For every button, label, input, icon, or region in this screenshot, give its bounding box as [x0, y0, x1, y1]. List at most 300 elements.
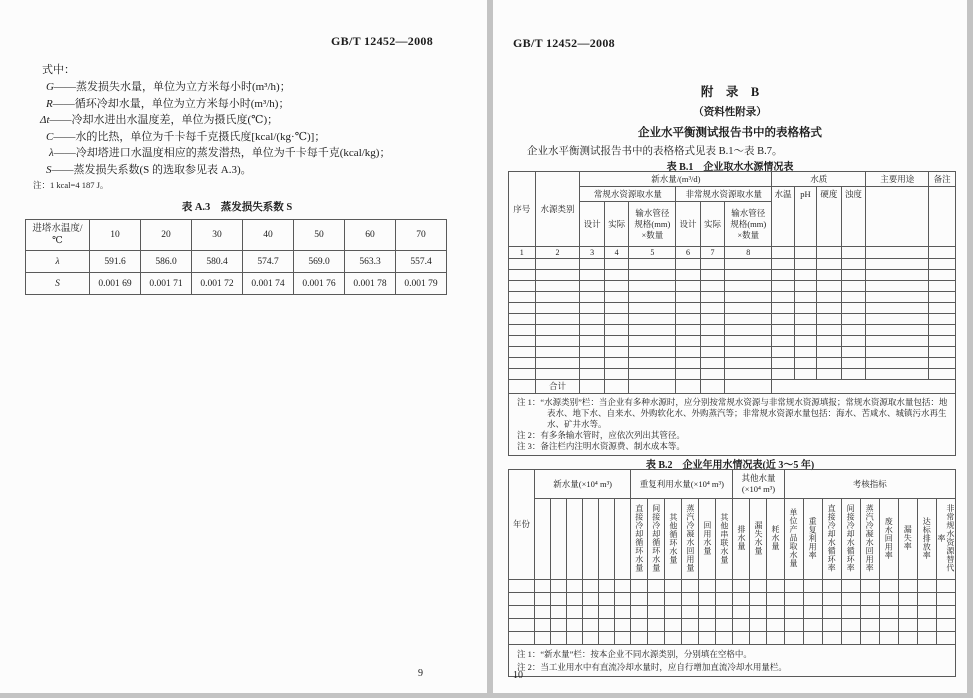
empty-cell [879, 632, 898, 645]
empty-cell [725, 380, 772, 394]
empty-cell [841, 580, 860, 593]
b1-notes [509, 394, 956, 456]
empty-cell [604, 292, 628, 303]
empty-cell [676, 336, 700, 347]
empty-cell [860, 593, 879, 606]
empty-cell [794, 247, 816, 259]
empty-cell [866, 187, 929, 247]
empty-cell [583, 632, 599, 645]
empty-cell [794, 369, 816, 380]
empty-data-row [509, 358, 956, 369]
empty-cell [615, 580, 631, 593]
empty-cell [817, 314, 841, 325]
empty-cell [841, 632, 860, 645]
empty-merged-cell [772, 380, 956, 394]
empty-cell [509, 303, 536, 314]
empty-cell [929, 303, 956, 314]
col-header-main-use: 主要用途 [866, 172, 929, 187]
temp-header: 10 [90, 220, 141, 251]
pipe-spec-line: 规格(mm) [634, 218, 671, 229]
empty-cell [767, 580, 784, 593]
empty-data-row [509, 619, 956, 632]
empty-cell [817, 369, 841, 380]
empty-cell [535, 369, 580, 380]
empty-cell [750, 619, 767, 632]
empty-data-row [509, 292, 956, 303]
empty-cell [822, 580, 841, 593]
empty-cell [551, 619, 567, 632]
corner-header-cell [26, 220, 90, 251]
empty-cell [535, 358, 580, 369]
b2-header-row-1 [509, 470, 956, 499]
empty-cell [817, 336, 841, 347]
empty-data-row [509, 270, 956, 281]
empty-cell [917, 580, 936, 593]
group-header-new-water: 新水量(×10⁴ m³) [535, 470, 631, 499]
empty-cell [860, 632, 879, 645]
empty-cell [509, 380, 536, 394]
empty-cell [929, 281, 956, 292]
empty-cell [866, 292, 929, 303]
table-b2-annual-water-use [508, 469, 956, 677]
empty-cell [803, 632, 822, 645]
empty-cell [784, 593, 803, 606]
empty-cell [629, 358, 676, 369]
empty-cell [866, 303, 929, 314]
col-header-pipe-spec [725, 202, 772, 247]
empty-cell [917, 593, 936, 606]
empty-cell [599, 580, 615, 593]
empty-cell [629, 336, 676, 347]
pipe-spec-line: 输水管径 [731, 207, 766, 218]
empty-cell [794, 347, 816, 358]
appendix-title: 附 录 B [700, 85, 760, 99]
empty-cell [631, 580, 648, 593]
definition-line [25, 79, 449, 96]
empty-cell [929, 336, 956, 347]
vertical-header-text: 废水回用率 [884, 516, 894, 560]
empty-cell [725, 259, 772, 270]
empty-cell [682, 632, 699, 645]
empty-cell [665, 580, 682, 593]
empty-cell [665, 593, 682, 606]
vertical-header-text: 其他循环水量 [668, 512, 678, 564]
empty-cell [599, 593, 615, 606]
empty-cell [629, 259, 676, 270]
empty-cell [629, 292, 676, 303]
empty-cell [676, 358, 700, 369]
empty-cell [767, 606, 784, 619]
empty-cell [535, 325, 580, 336]
empty-cell [604, 347, 628, 358]
group-header-new-water: 新水量/(m³/d) [580, 172, 772, 187]
empty-cell [676, 259, 700, 270]
empty-cell [841, 270, 866, 281]
empty-cell [535, 292, 580, 303]
empty-cell [841, 336, 866, 347]
empty-cell [567, 580, 583, 593]
vertical-header [784, 499, 803, 580]
page-number-right: 10 [513, 670, 523, 681]
other-water-line2: (×10⁴ m³) [741, 484, 776, 494]
pipe-spec-line: 规格(mm) [730, 218, 767, 229]
empty-cell [772, 303, 794, 314]
empty-cell [535, 632, 551, 645]
empty-source-col [535, 499, 551, 580]
empty-cell [509, 292, 536, 303]
empty-cell [936, 606, 955, 619]
empty-cell [725, 369, 772, 380]
empty-cell [699, 606, 716, 619]
empty-cell [535, 619, 551, 632]
empty-cell [794, 358, 816, 369]
definition-text: ——冷却水进出水温度差，单位为摄氏度(℃)； [49, 114, 279, 126]
empty-cell [866, 325, 929, 336]
empty-cell [648, 619, 665, 632]
appendix-heading: 企业水平衡测试报告书中的表格格式 [638, 127, 822, 139]
empty-cell [733, 632, 750, 645]
empty-cell [879, 619, 898, 632]
standard-number-header: GB/T 12452—2008 [331, 34, 433, 48]
col-header-actual: 实际 [604, 202, 628, 247]
empty-cell [509, 632, 535, 645]
b2-notes [509, 645, 956, 677]
empty-cell [898, 619, 917, 632]
empty-cell [509, 281, 536, 292]
col-header-year: 年份 [509, 470, 535, 580]
col-number: 4 [604, 247, 628, 259]
empty-source-col [583, 499, 599, 580]
empty-cell [841, 292, 866, 303]
empty-data-row [509, 259, 956, 270]
empty-cell [580, 314, 604, 325]
empty-cell [509, 580, 535, 593]
empty-cell [700, 325, 724, 336]
empty-cell [676, 380, 700, 394]
empty-cell [866, 347, 929, 358]
empty-cell [567, 593, 583, 606]
vertical-header-text: 直接冷却水循环率 [827, 504, 837, 572]
empty-cell [615, 606, 631, 619]
lambda-label: λ [26, 251, 90, 273]
empty-cell [676, 303, 700, 314]
appendix-subtitle: （资料性附录） [693, 107, 767, 118]
empty-cell [898, 606, 917, 619]
empty-cell [580, 281, 604, 292]
empty-cell [929, 292, 956, 303]
empty-cell [817, 281, 841, 292]
vertical-header [699, 499, 716, 580]
empty-source-col [615, 499, 631, 580]
empty-cell [648, 580, 665, 593]
empty-cell [535, 336, 580, 347]
empty-cell [535, 347, 580, 358]
empty-cell [733, 606, 750, 619]
empty-cell [700, 259, 724, 270]
empty-cell [817, 347, 841, 358]
empty-cell [509, 259, 536, 270]
empty-cell [682, 606, 699, 619]
lambda-value: 586.0 [141, 251, 192, 273]
formula-intro: 式中： [42, 64, 75, 76]
empty-cell [665, 606, 682, 619]
empty-cell [551, 632, 567, 645]
empty-cell [676, 292, 700, 303]
empty-cell [841, 593, 860, 606]
empty-cell [535, 259, 580, 270]
empty-cell [750, 593, 767, 606]
table-b2-title: 表 B.2 企业年用水情况表(近 3～5 年) [645, 460, 815, 471]
empty-cell [509, 314, 536, 325]
empty-cell [822, 619, 841, 632]
empty-cell [580, 325, 604, 336]
right-page [493, 0, 967, 693]
symbol-R: R [46, 97, 53, 110]
empty-cell [599, 619, 615, 632]
group-header-nonconventional: 非常规水资源取水量 [676, 187, 772, 202]
empty-cell [509, 270, 536, 281]
empty-cell [784, 619, 803, 632]
empty-cell [535, 593, 551, 606]
empty-cell [841, 247, 866, 259]
empty-cell [784, 580, 803, 593]
empty-cell [866, 270, 929, 281]
vertical-header [898, 499, 917, 580]
empty-cell [631, 619, 648, 632]
empty-source-col [551, 499, 567, 580]
vertical-header [841, 499, 860, 580]
definition-text: ——水的比热，单位为千卡每千克摄氏度[kcal/(kg·℃)]； [53, 130, 326, 143]
empty-cell [567, 606, 583, 619]
symbol-G: G [46, 81, 54, 93]
corner-header-line1: 进塔水温度/ [32, 224, 83, 234]
vertical-header [936, 499, 955, 580]
empty-cell [599, 606, 615, 619]
vertical-header-text: 回用水量 [702, 521, 712, 555]
table-b1-title: 表 B.1 企业取水水源情况表 [666, 162, 794, 173]
empty-cell [725, 270, 772, 281]
vertical-header-text: 蒸汽冷凝水回用量 [685, 504, 695, 572]
empty-cell [936, 632, 955, 645]
empty-cell [803, 580, 822, 593]
empty-cell [841, 619, 860, 632]
empty-cell [733, 580, 750, 593]
empty-cell [929, 270, 956, 281]
empty-cell [699, 632, 716, 645]
empty-cell [733, 619, 750, 632]
empty-cell [767, 632, 784, 645]
vertical-header [822, 499, 841, 580]
empty-cell [676, 281, 700, 292]
s-coefficient-row [26, 273, 447, 295]
empty-cell [509, 619, 535, 632]
temp-header: 50 [294, 220, 345, 251]
vertical-header [803, 499, 822, 580]
empty-cell [676, 347, 700, 358]
empty-cell [682, 619, 699, 632]
empty-data-row [509, 325, 956, 336]
empty-cell [917, 606, 936, 619]
empty-cell [929, 314, 956, 325]
empty-cell [772, 259, 794, 270]
col-header-ph: pH [794, 187, 816, 247]
formula-definitions [25, 62, 449, 295]
empty-cell [936, 619, 955, 632]
s-value: 0.001 69 [90, 273, 141, 295]
empty-cell [917, 632, 936, 645]
empty-cell [665, 619, 682, 632]
empty-cell [648, 593, 665, 606]
empty-cell [599, 632, 615, 645]
empty-cell [841, 259, 866, 270]
empty-cell [580, 358, 604, 369]
empty-cell [676, 325, 700, 336]
empty-cell [604, 369, 628, 380]
empty-cell [629, 303, 676, 314]
empty-cell [750, 580, 767, 593]
col-number: 3 [580, 247, 604, 259]
empty-cell [772, 347, 794, 358]
definition-line [25, 145, 449, 162]
empty-cell [866, 369, 929, 380]
empty-cell [535, 580, 551, 593]
empty-cell [841, 347, 866, 358]
temp-header: 70 [396, 220, 447, 251]
empty-cell [631, 632, 648, 645]
col-header-seq: 序号 [509, 172, 536, 247]
vertical-header-text: 排水量 [736, 525, 746, 551]
empty-cell [772, 270, 794, 281]
empty-cell [509, 358, 536, 369]
group-header-assessment: 考核指标 [784, 470, 955, 499]
symbol-C: C [46, 130, 54, 143]
temp-header: 30 [192, 220, 243, 251]
empty-cell [604, 281, 628, 292]
empty-cell [929, 369, 956, 380]
empty-cell [716, 593, 733, 606]
empty-cell [716, 606, 733, 619]
note-2: 注 2：当工业用水中有直流冷却水量时，应自行增加直流冷却水用量栏。 [517, 661, 787, 672]
empty-cell [772, 369, 794, 380]
empty-cell [551, 593, 567, 606]
empty-cell [929, 325, 956, 336]
empty-cell [629, 325, 676, 336]
empty-cell [629, 369, 676, 380]
empty-cell [841, 358, 866, 369]
empty-cell [767, 619, 784, 632]
empty-cell [841, 281, 866, 292]
empty-cell [750, 632, 767, 645]
empty-cell [580, 336, 604, 347]
note-3: 注 3：备注栏内注明水资源费、制水成本等。 [517, 441, 685, 451]
empty-cell [725, 325, 772, 336]
empty-cell [772, 358, 794, 369]
vertical-header-text: 间接冷却循环水量 [651, 504, 661, 572]
empty-cell [535, 314, 580, 325]
page-number-left: 9 [418, 668, 423, 679]
empty-data-row [509, 580, 956, 593]
empty-cell [648, 632, 665, 645]
empty-cell [615, 632, 631, 645]
s-value: 0.001 78 [345, 273, 396, 295]
vertical-header-text: 耗水量 [771, 525, 780, 551]
empty-cell [648, 606, 665, 619]
empty-cell [879, 606, 898, 619]
b1-column-number-row [509, 247, 956, 259]
empty-data-row [509, 281, 956, 292]
empty-cell [817, 292, 841, 303]
empty-cell [866, 247, 929, 259]
empty-cell [817, 303, 841, 314]
empty-cell [580, 270, 604, 281]
s-value: 0.001 74 [243, 273, 294, 295]
empty-cell [716, 632, 733, 645]
empty-cell [509, 593, 535, 606]
empty-cell [879, 580, 898, 593]
empty-cell [725, 336, 772, 347]
empty-cell [841, 606, 860, 619]
vertical-header-text: 间接冷却水循环率 [846, 504, 856, 572]
empty-cell [682, 593, 699, 606]
empty-cell [822, 632, 841, 645]
group-header-other-water [733, 470, 784, 499]
col-number: 2 [535, 247, 580, 259]
other-water-line1: 其他水量 [741, 473, 776, 483]
empty-cell [794, 259, 816, 270]
empty-cell [817, 325, 841, 336]
empty-cell [509, 336, 536, 347]
empty-cell [772, 281, 794, 292]
empty-cell [803, 593, 822, 606]
col-header-hardness: 硬度 [817, 187, 841, 247]
s-label: S [26, 273, 90, 295]
col-header-water-temp: 水温 [772, 187, 794, 247]
empty-cell [716, 619, 733, 632]
col-header-remark: 备注 [929, 172, 956, 187]
empty-cell [936, 580, 955, 593]
definition-line [25, 112, 449, 129]
empty-cell [580, 303, 604, 314]
s-value: 0.001 71 [141, 273, 192, 295]
empty-cell [929, 358, 956, 369]
empty-cell [772, 314, 794, 325]
empty-cell [898, 593, 917, 606]
empty-cell [551, 606, 567, 619]
empty-cell [629, 380, 676, 394]
vertical-header [860, 499, 879, 580]
empty-cell [860, 580, 879, 593]
group-header-water-quality: 水质 [772, 172, 866, 187]
empty-cell [866, 259, 929, 270]
temp-header: 40 [243, 220, 294, 251]
symbol-lambda: λ [49, 147, 54, 159]
b1-total-row [509, 380, 956, 394]
group-header-reuse-water: 重复利用水量(×10⁴ m³) [631, 470, 733, 499]
empty-cell [604, 314, 628, 325]
empty-cell [604, 336, 628, 347]
b1-header-row-1 [509, 172, 956, 187]
empty-data-row [509, 369, 956, 380]
empty-cell [700, 380, 724, 394]
empty-cell [772, 247, 794, 259]
empty-cell [929, 347, 956, 358]
left-page [0, 0, 487, 693]
empty-cell [803, 619, 822, 632]
empty-cell [716, 580, 733, 593]
temp-header: 60 [345, 220, 396, 251]
empty-cell [699, 619, 716, 632]
col-number: 5 [629, 247, 676, 259]
